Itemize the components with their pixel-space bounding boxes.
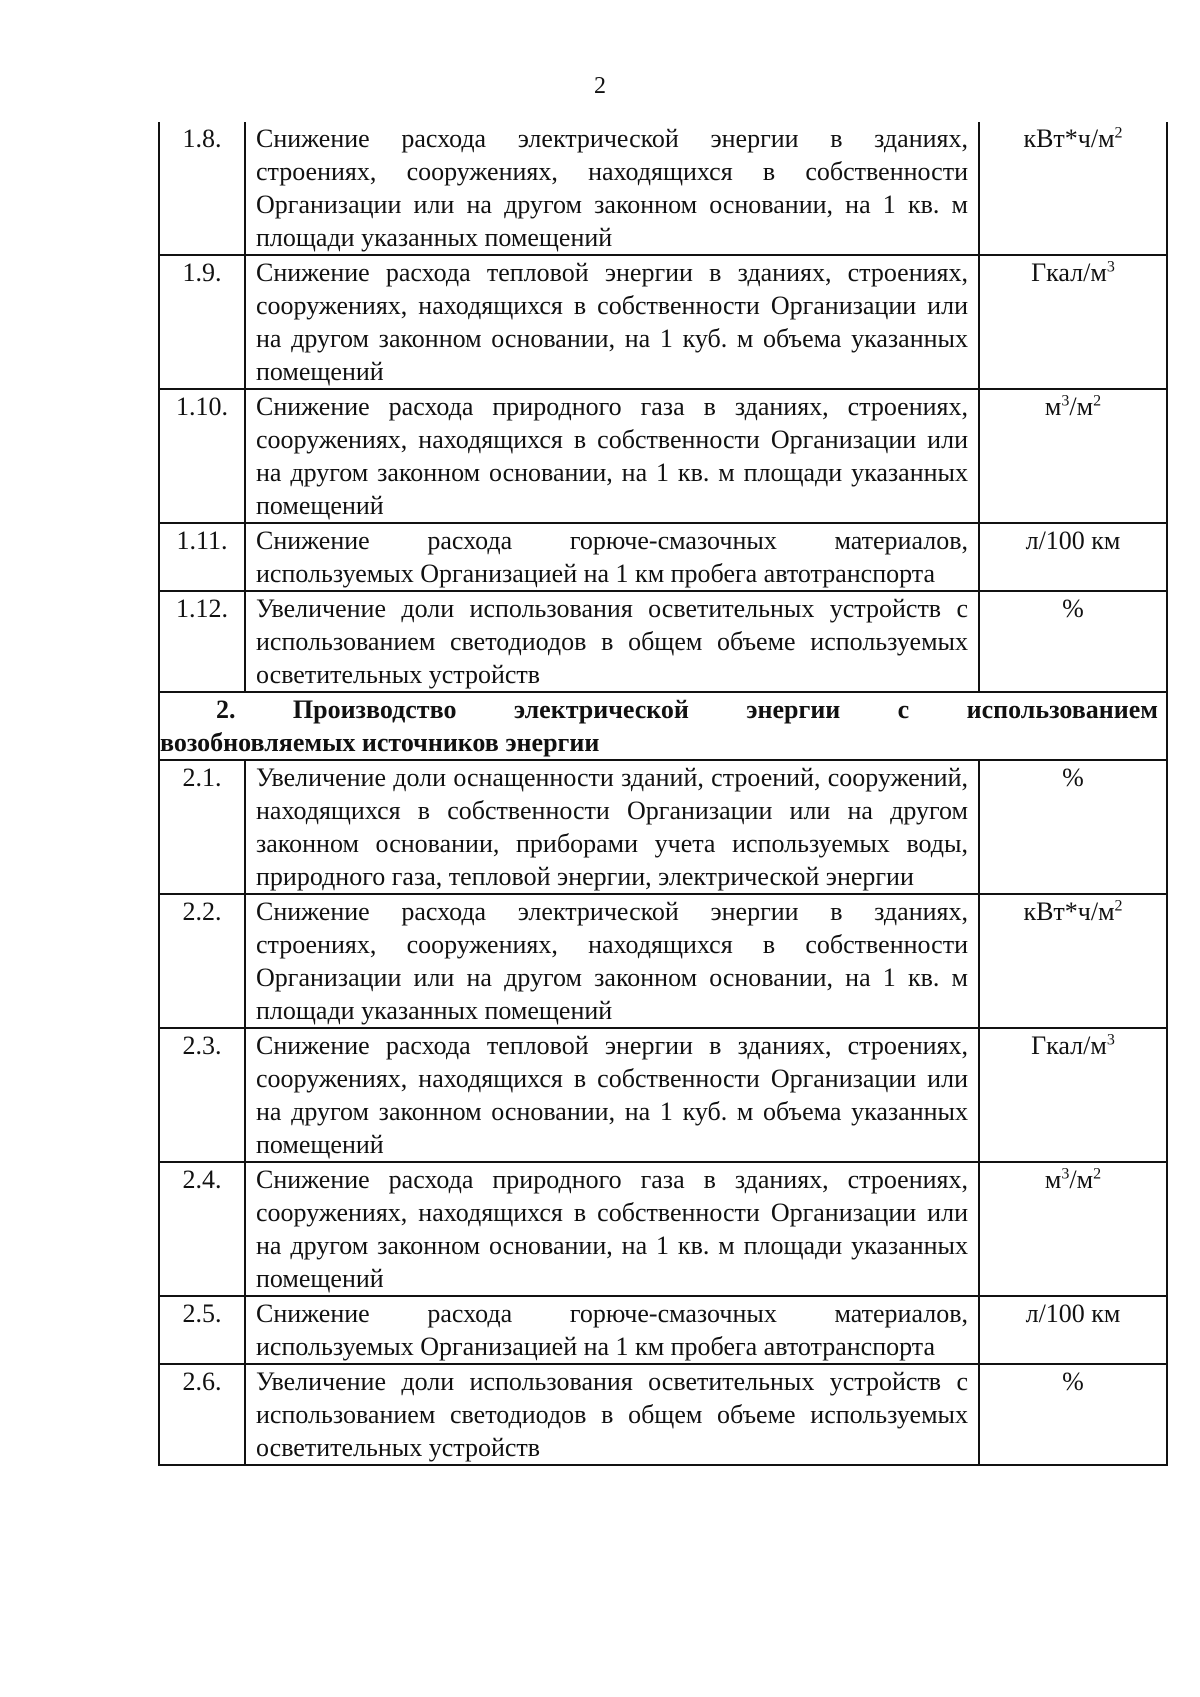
- row-description: Увеличение доли использования осветительных устройств с использованием светодиодов в общем объеме используемых осветительных устройств: [245, 1364, 979, 1465]
- row-description: Снижение расхода тепловой энергии в зданиях, строениях, сооружениях, находящихся в собственности Организации или на другом законном основании, на 1 куб. м объема указанных помещений: [245, 1028, 979, 1162]
- unit-base: кВт*ч/м: [1023, 124, 1115, 153]
- row-number: 2.4.: [159, 1162, 245, 1296]
- section-heading-line2: возобновляемых источников энергии: [160, 728, 600, 757]
- row-unit: [979, 894, 1167, 1028]
- table-row: [159, 255, 1167, 389]
- unit-base: %: [1062, 594, 1084, 623]
- unit-superscript: 3: [1106, 258, 1115, 276]
- unit-superscript: 2: [1093, 1165, 1102, 1183]
- row-unit: [979, 523, 1167, 591]
- unit-superscript: 2: [1114, 897, 1123, 915]
- row-number: 1.12.: [159, 591, 245, 692]
- row-description: Снижение расхода природного газа в зданиях, строениях, сооружениях, находящихся в собственности Организации или на другом законном основании, на 1 кв. м площади указанных помещений: [245, 389, 979, 523]
- unit-superscript: 2: [1114, 124, 1123, 142]
- row-number: 2.6.: [159, 1364, 245, 1465]
- row-description: Снижение расхода природного газа в зданиях, строениях, сооружениях, находящихся в собственности Организации или на другом законном основании, на 1 кв. м площади указанных помещений: [245, 1162, 979, 1296]
- row-description: Увеличение доли использования осветительных устройств с использованием светодиодов в общем объеме используемых осветительных устройств: [245, 591, 979, 692]
- indicators-table: [158, 122, 1168, 1466]
- row-description: Снижение расхода электрической энергии в зданиях, строениях, сооружениях, находящихся в собственности Организации или на другом законном основании, на 1 кв. м площади указанных помещений: [245, 122, 979, 255]
- table-row: [159, 1028, 1167, 1162]
- unit-base: %: [1062, 1367, 1084, 1396]
- row-number: 2.5.: [159, 1296, 245, 1364]
- section-heading-line1: 2. Производство электрической энергии с использованием: [216, 695, 1158, 724]
- row-unit: [979, 1296, 1167, 1364]
- row-unit: [979, 1364, 1167, 1465]
- row-unit: [979, 760, 1167, 894]
- row-description: Увеличение доли оснащенности зданий, строений, сооружений, находящихся в собственности Организации или на другом законном основании, приборами учета используемых воды, природного газа, тепловой энергии, электрической энергии: [245, 760, 979, 894]
- table-row: [159, 523, 1167, 591]
- table-row: [159, 389, 1167, 523]
- unit-superscript: 3: [1061, 392, 1070, 410]
- unit-base: кВт*ч/м: [1023, 897, 1115, 926]
- row-number: 1.9.: [159, 255, 245, 389]
- row-description: Снижение расхода электрической энергии в зданиях, строениях, сооружениях, находящихся в собственности Организации или на другом законном основании, на 1 кв. м площади указанных помещений: [245, 894, 979, 1028]
- row-unit: [979, 255, 1167, 389]
- unit-superscript: 2: [1093, 392, 1102, 410]
- section-heading: [159, 692, 1167, 760]
- row-unit: [979, 1162, 1167, 1296]
- section-heading-row: [159, 692, 1167, 760]
- indicators-table-body: [159, 122, 1167, 1465]
- row-description: Снижение расхода горюче-смазочных материалов, используемых Организацией на 1 км пробега автотранспорта: [245, 523, 979, 591]
- row-number: 2.2.: [159, 894, 245, 1028]
- unit-base: Гкал/м: [1031, 258, 1107, 287]
- table-row: [159, 894, 1167, 1028]
- unit-base: м: [1044, 1165, 1062, 1194]
- row-unit: [979, 122, 1167, 255]
- row-number: 2.3.: [159, 1028, 245, 1162]
- table-row: [159, 760, 1167, 894]
- unit-superscript: 3: [1106, 1031, 1115, 1049]
- row-number: 1.8.: [159, 122, 245, 255]
- unit-superscript: 3: [1061, 1165, 1070, 1183]
- unit-base: Гкал/м: [1031, 1031, 1107, 1060]
- row-number: 1.11.: [159, 523, 245, 591]
- unit-base: л/100 км: [1025, 526, 1121, 555]
- table-row: [159, 1162, 1167, 1296]
- row-number: 2.1.: [159, 760, 245, 894]
- table-row: [159, 1296, 1167, 1364]
- unit-tail: /м: [1069, 392, 1094, 421]
- table-row: [159, 591, 1167, 692]
- table-row: [159, 1364, 1167, 1465]
- row-description: Снижение расхода тепловой энергии в зданиях, строениях, сооружениях, находящихся в собственности Организации или на другом законном основании, на 1 куб. м объема указанных помещений: [245, 255, 979, 389]
- row-unit: [979, 389, 1167, 523]
- row-unit: [979, 1028, 1167, 1162]
- unit-tail: /м: [1069, 1165, 1094, 1194]
- page-number: 2: [594, 73, 606, 99]
- row-unit: [979, 591, 1167, 692]
- table-row: [159, 122, 1167, 255]
- unit-base: %: [1062, 763, 1084, 792]
- unit-base: м: [1044, 392, 1062, 421]
- unit-base: л/100 км: [1025, 1299, 1121, 1328]
- row-description: Снижение расхода горюче-смазочных материалов, используемых Организацией на 1 км пробега автотранспорта: [245, 1296, 979, 1364]
- row-number: 1.10.: [159, 389, 245, 523]
